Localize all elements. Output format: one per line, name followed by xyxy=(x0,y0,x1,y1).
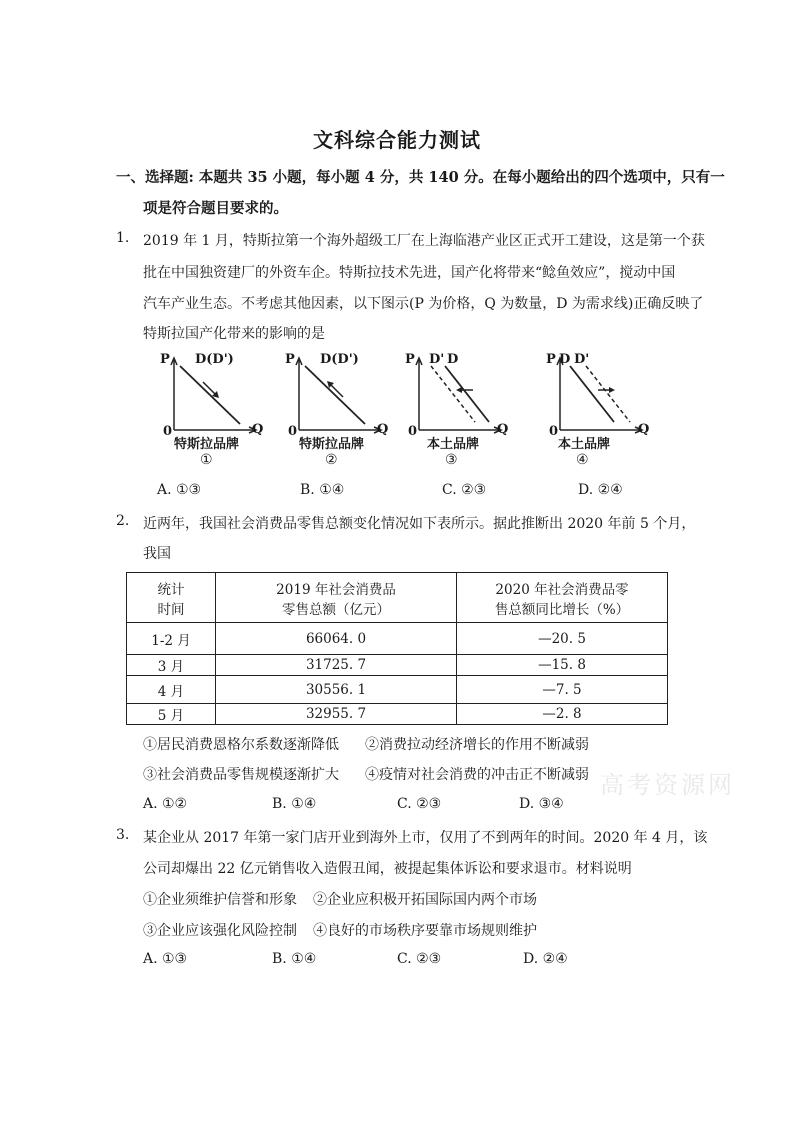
q3-option-a: A. ①③ xyxy=(143,951,188,967)
q2-option-d: D. ③④ xyxy=(519,796,564,812)
demand-line xyxy=(305,366,365,424)
curve-label-solid: D xyxy=(559,352,571,367)
brand-label: 本土品牌 xyxy=(427,437,480,452)
curve-label-solid: D xyxy=(447,352,459,367)
table-cell: 32955. 7 xyxy=(216,704,457,725)
graph-number: ④ xyxy=(576,452,589,468)
origin-label: 0 xyxy=(408,424,418,439)
table-cell: —7. 5 xyxy=(457,676,668,704)
q2-option-c: C. ②③ xyxy=(397,796,442,812)
table-cell: 3 月 xyxy=(127,655,216,676)
table-cell: —15. 8 xyxy=(457,655,668,676)
section-header-line1: 一、选择题: 本题共 35 小题，每小题 4 分，共 140 分。在每小题给出的四个选项中，只有一 xyxy=(116,169,725,186)
brand-label: 本土品牌 xyxy=(558,437,611,452)
curve-label-dashed: D' xyxy=(574,352,590,367)
demand-graph-1 xyxy=(160,352,264,472)
curve-label: D(D') xyxy=(320,352,359,367)
table-cell: —20. 5 xyxy=(457,623,668,655)
table-row xyxy=(127,676,668,704)
q2-option-a: A. ①② xyxy=(143,796,188,812)
q3-option-d: D. ②④ xyxy=(523,951,568,967)
q-axis-label: Q xyxy=(497,422,509,437)
q1-option-d: D. ②④ xyxy=(578,482,623,498)
table-cell: 4 月 xyxy=(127,676,216,704)
brand-label: 特斯拉品牌 xyxy=(174,437,240,452)
origin-label: 0 xyxy=(163,424,173,439)
origin-label: 0 xyxy=(549,424,559,439)
q3-line: 公司却爆出 22 亿元销售收入造假丑闻，被提起集体诉讼和要求退市。材料说明 xyxy=(143,861,632,877)
demand-line xyxy=(445,366,489,422)
p-axis-label: P xyxy=(160,352,170,367)
table-row xyxy=(127,704,668,725)
q1-line: 汽车产业生态。不考虑其他因素，以下图示(P 为价格，Q 为数量，D 为需求线)正确反映了 xyxy=(143,296,704,312)
header-text: 统计 xyxy=(157,581,185,598)
q1-line: 批在中国独资建厂的外资车企。特斯拉技术先进，国产化将带来“鲶鱼效应”，搅动中国 xyxy=(143,265,676,281)
graph-number: ① xyxy=(200,452,213,468)
header-text: 零售总额（亿元） xyxy=(282,601,390,618)
question-number-3: 3. xyxy=(116,827,130,843)
table-cell: 5 月 xyxy=(127,704,216,725)
header-text: 2020 年社会消费品零 xyxy=(495,581,629,598)
p-axis-label: P xyxy=(546,352,556,367)
dashed-demand-line xyxy=(431,366,475,422)
table-cell: 30556. 1 xyxy=(216,676,457,704)
table-header-row xyxy=(127,573,668,623)
table-row xyxy=(127,623,668,655)
q1-option-a: A. ①③ xyxy=(157,482,202,498)
q-axis-label: Q xyxy=(377,422,389,437)
q2-statement-3: ③社会消费品零售规模逐渐扩大 xyxy=(143,767,339,783)
header-text: 2019 年社会消费品 xyxy=(276,581,396,598)
q2-statement-4: ④疫情对社会消费的冲击正不断减弱 xyxy=(365,767,589,783)
table-cell: —2. 8 xyxy=(457,704,668,725)
q1-line: 2019 年 1 月，特斯拉第一个海外超级工厂在上海临港产业区正式开工建设，这是第一个获 xyxy=(143,233,705,249)
header-text: 售总额同比增长（%） xyxy=(494,601,630,618)
table-header-cell xyxy=(216,573,457,623)
demand-line xyxy=(180,366,240,424)
curve-label: D(D') xyxy=(195,352,234,367)
q2-statement-1: ①居民消费恩格尔系数逐渐降低 xyxy=(143,737,339,753)
q3-statement-4: ④良好的市场秩序要靠市场规则维护 xyxy=(313,923,537,939)
q2-option-b: B. ①④ xyxy=(272,796,317,812)
demand-graph-4 xyxy=(546,352,650,472)
question-number-2: 2. xyxy=(116,513,130,529)
curve-label-dashed: D' xyxy=(429,352,445,367)
section-header-line2: 项是符合题目要求的。 xyxy=(143,200,288,217)
graph-axes xyxy=(546,352,646,472)
q3-option-b: B. ①④ xyxy=(272,951,317,967)
q1-option-c: C. ②③ xyxy=(442,482,487,498)
demand-graph-3 xyxy=(405,352,509,472)
watermark: 高考资源网 xyxy=(600,771,735,799)
q-axis-label: Q xyxy=(252,422,264,437)
table-cell: 66064. 0 xyxy=(216,623,457,655)
table-row xyxy=(127,655,668,676)
sales-table xyxy=(126,572,668,725)
q3-statement-1: ①企业须维护信誉和形象 xyxy=(143,892,297,908)
q2-statement-2: ②消费拉动经济增长的作用不断减弱 xyxy=(365,737,589,753)
table-cell: 1-2 月 xyxy=(127,623,216,655)
graph-number: ② xyxy=(325,452,338,468)
p-axis-label: P xyxy=(405,352,415,367)
origin-label: 0 xyxy=(288,424,298,439)
q-axis-label: Q xyxy=(638,422,650,437)
header-text: 时间 xyxy=(157,601,185,618)
p-axis-label: P xyxy=(285,352,295,367)
q1-option-b: B. ①④ xyxy=(300,482,345,498)
q3-statement-2: ②企业应积极开拓国际国内两个市场 xyxy=(313,892,537,908)
brand-label: 特斯拉品牌 xyxy=(299,437,365,452)
q2-line: 我国 xyxy=(143,546,171,562)
table-header-cell xyxy=(457,573,668,623)
q3-line: 某企业从 2017 年第一家门店开业到海外上市，仅用了不到两年的时间。2020 年 4 月，该 xyxy=(143,830,708,846)
graph-number: ③ xyxy=(445,452,458,468)
q3-statement-3: ③企业应该强化风险控制 xyxy=(143,923,297,939)
q3-option-c: C. ②③ xyxy=(397,951,442,967)
q2-line: 近两年，我国社会消费品零售总额变化情况如下表所示。据此推断出 2020 年前 5 个月， xyxy=(143,516,696,532)
q1-line: 特斯拉国产化带来的影响的是 xyxy=(143,326,325,342)
question-number-1: 1. xyxy=(116,230,130,246)
demand-graph-2 xyxy=(285,352,389,472)
page-title: 文科综合能力测试 xyxy=(313,128,481,152)
table-header-cell xyxy=(127,573,216,623)
table-cell: 31725. 7 xyxy=(216,655,457,676)
